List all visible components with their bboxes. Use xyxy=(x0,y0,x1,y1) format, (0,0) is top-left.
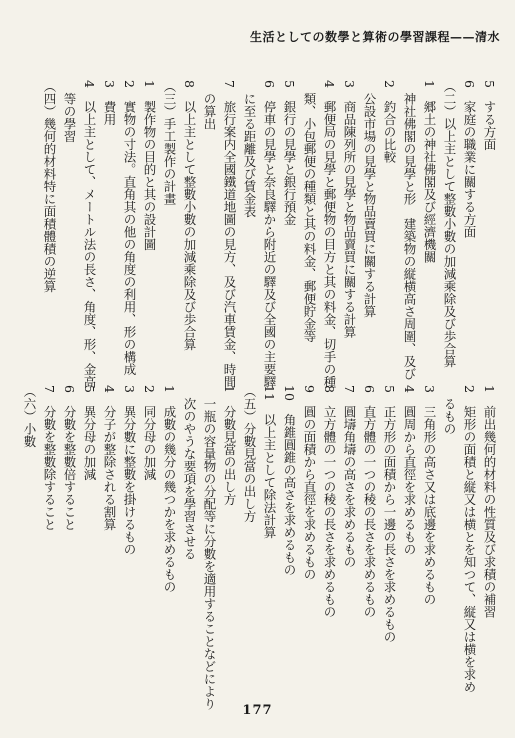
text-column: 7 圓壔角壔の高さを求めるもの xyxy=(342,385,357,568)
text-column: （三）手工製作の計畫 xyxy=(162,80,177,205)
text-column: 11 以上主として除法計算 xyxy=(262,385,277,539)
text-column: 3 三角形の高さ又は底邊を求めるもの xyxy=(422,385,437,606)
text-column: 2 釣合の比較 xyxy=(382,80,397,163)
text-column: の算出 xyxy=(202,80,217,130)
text-column: 公設市場の見學と物品賣買に關する計算 xyxy=(362,80,377,318)
text-column: 8 以上主として整數小數の加減乘除及び歩合算 xyxy=(182,80,197,351)
text-column: 1 前出幾何的材料の性質及び求積の補習 xyxy=(482,385,497,618)
text-column: 2 同分母の加減 xyxy=(142,385,157,481)
text-column: 次のやうな要項を學習させる xyxy=(182,385,197,560)
text-column: 1 成數の幾分の幾つかを求めるもの xyxy=(162,385,177,593)
text-column: 1 郷土の神社佛閣及び經濟機關 xyxy=(422,80,437,263)
text-column: （四）幾何的材料特に面積體積の逆算 xyxy=(42,80,57,293)
text-column: 7 旅行案内全國鐵道地圖の見方、及び汽車賃金、時間 xyxy=(222,80,237,388)
text-column: 5 銀行の見學と銀行預金 xyxy=(282,80,297,226)
running-head: 生活としての数學と算術の學習課程——清水 xyxy=(249,30,500,44)
text-column: 6 停車の見學と奈良驛から附近の驛及び全國の主要驛 xyxy=(262,80,277,388)
text-column: 1 製作物の目的と其の設計圖 xyxy=(142,80,157,251)
upper-text-block xyxy=(29,80,499,388)
text-column: 8 立方體の一つの稜の長さを求めるもの xyxy=(322,385,337,618)
text-column: 神社佛閣の見學と形 建築物の縦横高さ周圍、及び xyxy=(402,80,417,380)
text-column: （五）分數見當の出し方 xyxy=(242,385,257,523)
text-column: 4 郵便局の見學と郵便物の目方と其の料金、切手の種 xyxy=(322,80,337,388)
text-column: 一瓶の容量物の分配等に分數を適用することなどにより xyxy=(202,385,217,710)
text-column: 1 分數見當の出し方 xyxy=(222,385,237,506)
text-column: 6 直方體の一つの稜の長さを求めるもの xyxy=(362,385,377,618)
text-column: 9 圓の面積から直徑を求めるもの xyxy=(302,385,317,581)
text-column: 7 分數を整數除すること xyxy=(42,385,57,531)
text-column: るもの xyxy=(442,385,457,435)
text-column: （六）小數 xyxy=(22,385,37,448)
text-column: 10 角錐圓錐の高さを求めるもの xyxy=(282,385,297,576)
text-column: 5 正方形の面積から一邊の長さを求めるもの xyxy=(382,385,397,643)
text-column: 5 異分母の加減 xyxy=(82,385,97,481)
text-column: 等の學習 xyxy=(62,80,77,143)
text-column: 類、小包郵便の種類と其の料金、郵便貯金等 xyxy=(302,80,317,343)
text-column: 4 以上主として、メートル法の長さ、角度、形、金高 xyxy=(82,80,97,388)
text-column: 5 する方面 xyxy=(482,80,497,151)
page-number: 177 xyxy=(242,703,273,718)
text-column: 4 圓周から直徑を求めるもの xyxy=(402,385,417,556)
text-column: 2 矩形の面積と縦又は横とを知つて、縦又は横を求め xyxy=(462,385,477,693)
text-column: 2 實物の寸法。直角其の他の角度の利用、形の構成 xyxy=(122,80,137,376)
text-column: に至る距離及び賃金表 xyxy=(242,80,257,218)
text-column: 3 異分數に整數を掛けるもの xyxy=(122,385,137,556)
text-column: 3 費用 xyxy=(102,80,117,126)
text-column: （二）以上主として整數小數の加減乘除及び歩合算 xyxy=(442,80,457,368)
text-column: 3 商品陳列所の見學と物品賣買に關する計算 xyxy=(342,80,357,338)
text-column: 4 分子が整除される割算 xyxy=(102,385,117,531)
lower-text-block xyxy=(22,385,499,710)
text-column: 6 家庭の職業に關する方面 xyxy=(462,80,477,238)
text-column: 6 分數を整數倍すること xyxy=(62,385,77,531)
